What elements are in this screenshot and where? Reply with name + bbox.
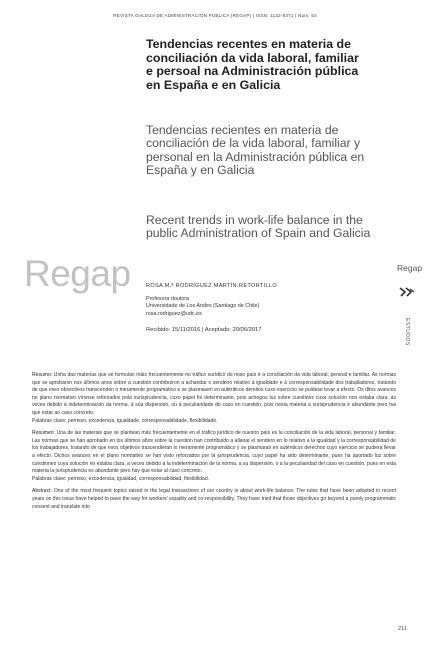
resumo-label: Resumo:: [32, 372, 53, 378]
resumo-keywords-text: permiso, excedencia, igualdade, corresponsabilidade, flexibilidade.: [67, 417, 218, 424]
author-affiliation: Universidade de Los Andes (Santiago de Chile): [146, 303, 260, 309]
article-title-spanish: Tendencias recientes en materia de conciliación de la vida laboral, familiar y personal en la Administración pública en España y en Galicia: [146, 123, 365, 178]
section-mark-icon: [399, 286, 415, 298]
received-accepted-dates: Recibido: 15/11/2016 | Aceptado: 20/06/2017: [146, 327, 262, 333]
abstract-text: One of the most frequent topics raised in the legal transactions of our country is about work-life balance. The rules that have been adopted in recent years on this issue have helped to pave the way for workers' equality and co-responsibility. They have tried that those objectives go beyond a purely programmatic consent and translate into: [32, 488, 396, 510]
resumo-paragraph: [32, 372, 396, 418]
journal-logo: Regap: [24, 253, 131, 294]
section-label: ESTUDOS: [404, 318, 410, 346]
author-name: ROSA M.ª RODRÍGUEZ MARTÍN-RETORTILLO: [146, 283, 277, 289]
resumen-keywords-text: permiso, excedencia, igualdad, corresponsabilidad, flexibilidad.: [67, 475, 210, 482]
abstracts-section: [32, 372, 396, 511]
side-journal-logo: Regap: [397, 263, 423, 273]
resumen-paragraph: [32, 430, 396, 476]
author-block: [146, 283, 386, 335]
resumen-label: Resumen:: [32, 430, 56, 437]
resumo-keywords-label: Palabras clave:: [32, 417, 67, 424]
author-email: rosa.rodriguez@udc.es: [146, 310, 202, 317]
resumen-text: Una de las materias que se plantean más frecuentemente en el tráfico jurídico de nuestro país es la conciliación de la vida laboral, personal y familiar. Las normas que se han aprobado en los últimos años sobre la cuestión han contribuido a allanar el sendero en lo relativo a la igualdad y la corresponsabilidad de los trabajadores, tratando de que esos objetivos trascendieran lo meramente programático y se plasmaran en auténticos derechos cuyo ejercicio se pudiera llevar a efecto. Dichos avances en el plano normativo se han visto reforzados por la jurisprudencia, cuyo papel ha sido determinante, pues ha aportado luz sobre cuestiones cuya solución no estaba clara, a veces debido a la indeterminación de la norma, a su dispersión, o a la peculiaridad del caso en cuestión, pues en esta materia la jurisprudencia es abundante pero hay que estar al caso concreto.: [32, 430, 397, 475]
resumen-keywords-label: Palabras clave:: [32, 475, 67, 482]
abstract-label: Abstract:: [32, 488, 52, 495]
resumo-keywords: [32, 418, 396, 426]
running-head: REVISTA GALEGA DE ADMINISTRACIÓN PÚBLICA (REGAP) | ISSN: 1132-8371 | Núm. 53: [113, 13, 317, 18]
resumen-keywords: [32, 476, 396, 484]
article-title-english: Recent trends in work-life balance in the public Administration of Spain and Galicia: [146, 213, 371, 241]
resumo-text: Unha das materias que se formulan máis frecuentemente no tráfico xurídico do noso país é a conciliación da vida laboral, persoal e familiar. As normas que se aprobaron nos últimos anos sobre a cuestión contribuíron a achandar o sendeiro relativo á igualdade e á corresponsabilidade dos traballadores, tratando de que eses obxectivos transcenden o meramente programático e se plasmasen en auténticos dereitos cuxo exercicio se puidese levar a efecto. Os ditos avances no plano normativo víronse reforzados pola xurisprudencia, cuxo papel foi determinante, pois achegou luz sobre cuestións cuxa solución non estaba clara, ás veces debido á indeterminación da norma, á súa dispersión, ou á peculiaridade do caso en cuestión, pois nesta materia a xurisprudencia é abundante pero hai que estar ao caso concreto.: [32, 372, 396, 416]
abstract-paragraph: [32, 488, 396, 511]
article-title-galician: Tendencias recentes en materia de conciliación da vida laboral, familiar e persoal na Administración pública en España e en Galicia: [146, 37, 359, 92]
page-number: 211: [398, 626, 407, 632]
author-position: Profesora doutora: [146, 295, 190, 302]
